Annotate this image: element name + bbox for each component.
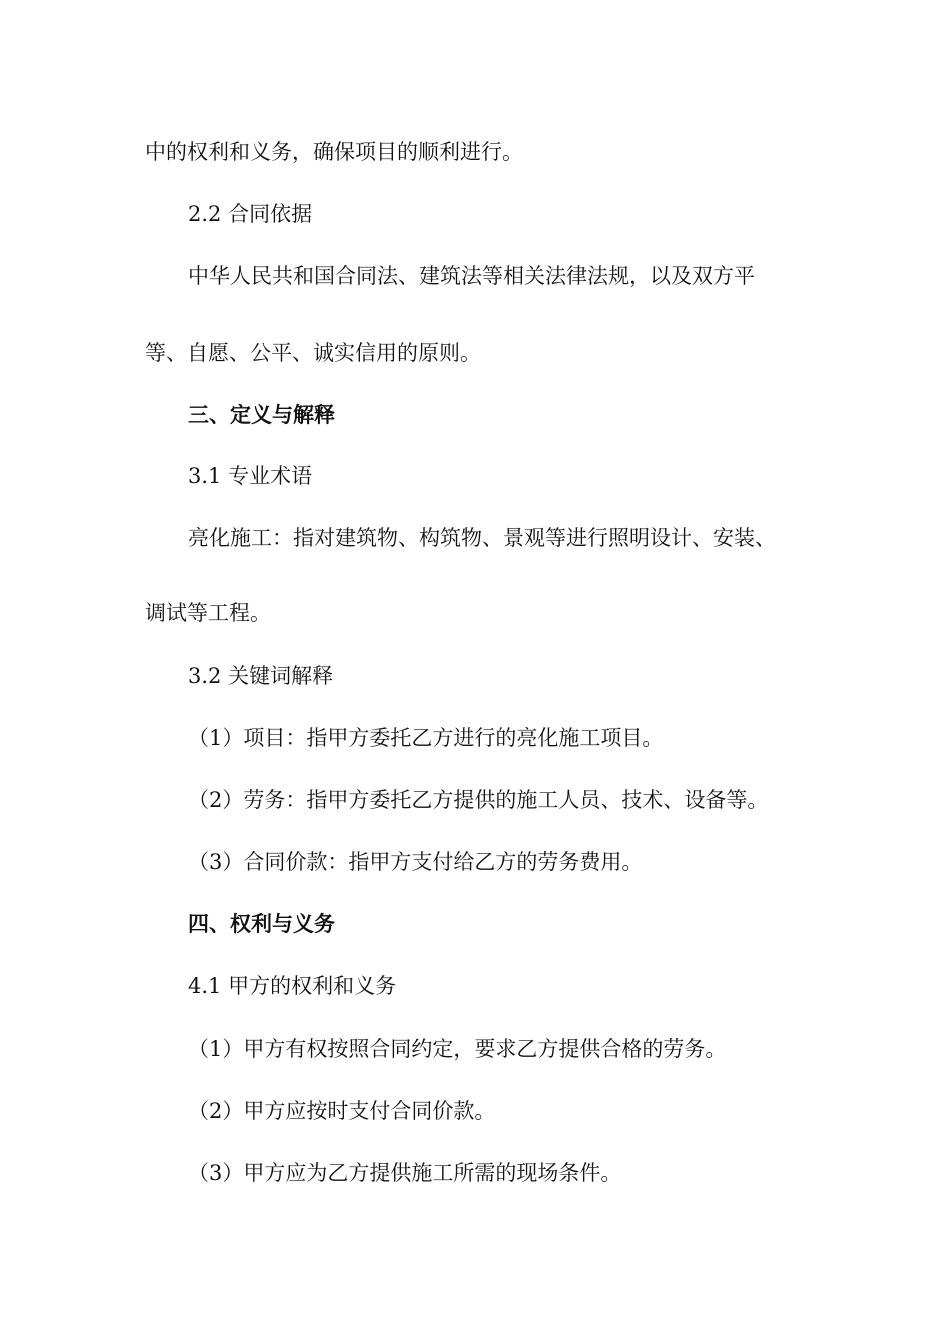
paragraph-line: 中华人民共和国合同法、建筑法等相关法律法规，以及双方平: [188, 264, 755, 288]
section-heading: 4.1 甲方的权利和义务: [188, 974, 397, 998]
list-item: （3）甲方应为乙方提供施工所需的现场条件。: [188, 1161, 622, 1185]
list-item: （2）甲方应按时支付合同价款。: [188, 1099, 496, 1123]
list-item: （1）甲方有权按照合同约定，要求乙方提供合格的劳务。: [188, 1037, 727, 1061]
chapter-heading: 四、权利与义务: [188, 911, 335, 936]
paragraph-line: 中的权利和义务，确保项目的顺利进行。: [145, 140, 523, 164]
list-item: （1）项目：指甲方委托乙方进行的亮化施工项目。: [188, 726, 664, 750]
list-item: （2）劳务：指甲方委托乙方提供的施工人员、技术、设备等。: [188, 788, 769, 812]
paragraph-line: 等、自愿、公平、诚实信用的原则。: [145, 341, 481, 365]
section-heading: 2.2 合同依据: [188, 202, 313, 226]
paragraph-line: 亮化施工：指对建筑物、构筑物、景观等进行照明设计、安装、: [188, 526, 776, 550]
section-heading: 3.2 关键词解释: [188, 664, 334, 688]
paragraph-line: 调试等工程。: [145, 601, 271, 625]
chapter-heading: 三、定义与解释: [188, 402, 335, 427]
list-item: （3）合同价款：指甲方支付给乙方的劳务费用。: [188, 850, 643, 874]
section-heading: 3.1 专业术语: [188, 464, 313, 488]
